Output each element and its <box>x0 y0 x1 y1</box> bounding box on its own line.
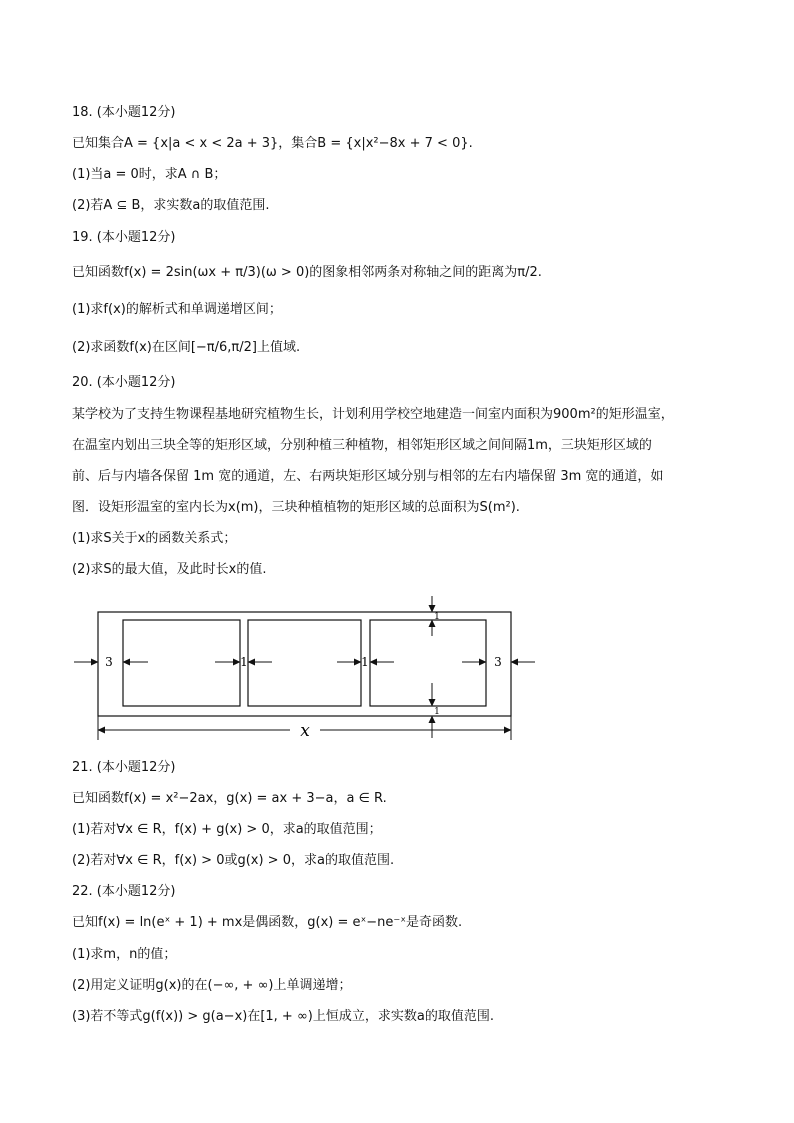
q21-part1: (1)若对∀x ∈ R，f(x) + g(x) > 0，求a的取值范围； <box>72 822 382 837</box>
planting-region-3 <box>370 620 486 706</box>
q22-stem: 已知f(x) = ln(eˣ + 1) + mx是偶函数，g(x) = eˣ−ne⁻ˣ是奇函数. <box>72 915 463 930</box>
label-gap-2: 1 <box>361 655 369 669</box>
q20-header: 20. (本小题12分) <box>72 375 176 390</box>
q22-part2: (2)用定义证明g(x)的在(−∞, + ∞)上单调递增； <box>72 978 352 993</box>
greenhouse-outer-wall <box>98 612 511 716</box>
q19-part2: (2)求函数f(x)在区间[−π/6,π/2]上值域. <box>72 340 301 355</box>
q18-part1: (1)当a = 0时，求A ∩ B； <box>72 167 227 182</box>
q18-header: 18. (本小题12分) <box>72 105 176 120</box>
q20-stem-line2: 在温室内划出三块全等的矩形区域，分别种植三种植物，相邻矩形区域之间间隔1m，三块矩形区域的 <box>72 438 652 453</box>
q22-part3: (3)若不等式g(f(x)) > g(a−x)在[1, + ∞)上恒成立，求实数a的取值范围. <box>72 1009 494 1024</box>
q20-part1: (1)求S关于x的函数关系式； <box>72 531 237 546</box>
q20-part2: (2)求S的最大值，及此时长x的值. <box>72 562 267 577</box>
q21-part2: (2)若对∀x ∈ R，f(x) > 0或g(x) > 0，求a的取值范围. <box>72 853 395 868</box>
label-right-gap: 3 <box>494 655 502 669</box>
label-length-x: x <box>300 721 310 741</box>
label-gap-1: 1 <box>240 655 248 669</box>
q18-part2: (2)若A ⊆ B，求实数a的取值范围. <box>72 198 270 213</box>
greenhouse-figure <box>0 590 794 750</box>
q20-stem-line4: 图．设矩形温室的室内长为x(m)，三块种植植物的矩形区域的总面积为S(m²). <box>72 500 520 515</box>
q22-header: 22. (本小题12分) <box>72 884 176 899</box>
q22-part1: (1)求m，n的值； <box>72 947 177 962</box>
q21-header: 21. (本小题12分) <box>72 760 176 775</box>
q21-stem: 已知函数f(x) = x²−2ax，g(x) = ax + 3−a，a ∈ R. <box>72 791 387 806</box>
q19-header: 19. (本小题12分) <box>72 230 176 245</box>
planting-region-2 <box>248 620 361 706</box>
q18-stem: 已知集合A = {x|a < x < 2a + 3}，集合B = {x|x²−8x + 7 < 0}. <box>72 136 473 151</box>
q20-stem-line1: 某学校为了支持生物课程基地研究植物生长，计划利用学校空地建造一间室内面积为900m²的矩形温室， <box>72 407 674 422</box>
label-bottom-gap: 1 <box>434 707 440 717</box>
planting-region-1 <box>123 620 240 706</box>
label-left-gap: 3 <box>105 655 113 669</box>
q20-stem-line3: 前、后与内墙各保留 1m 宽的通道，左、右两块矩形区域分别与相邻的左右内墙保留 3m 宽的通道，如 <box>72 469 664 484</box>
q19-stem: 已知函数f(x) = 2sin(ωx + π/3)(ω > 0)的图象相邻两条对称轴之间的距离为π/2. <box>72 265 542 280</box>
label-top-gap: 1 <box>434 612 440 622</box>
q19-part1: (1)求f(x)的解析式和单调递增区间； <box>72 302 282 317</box>
